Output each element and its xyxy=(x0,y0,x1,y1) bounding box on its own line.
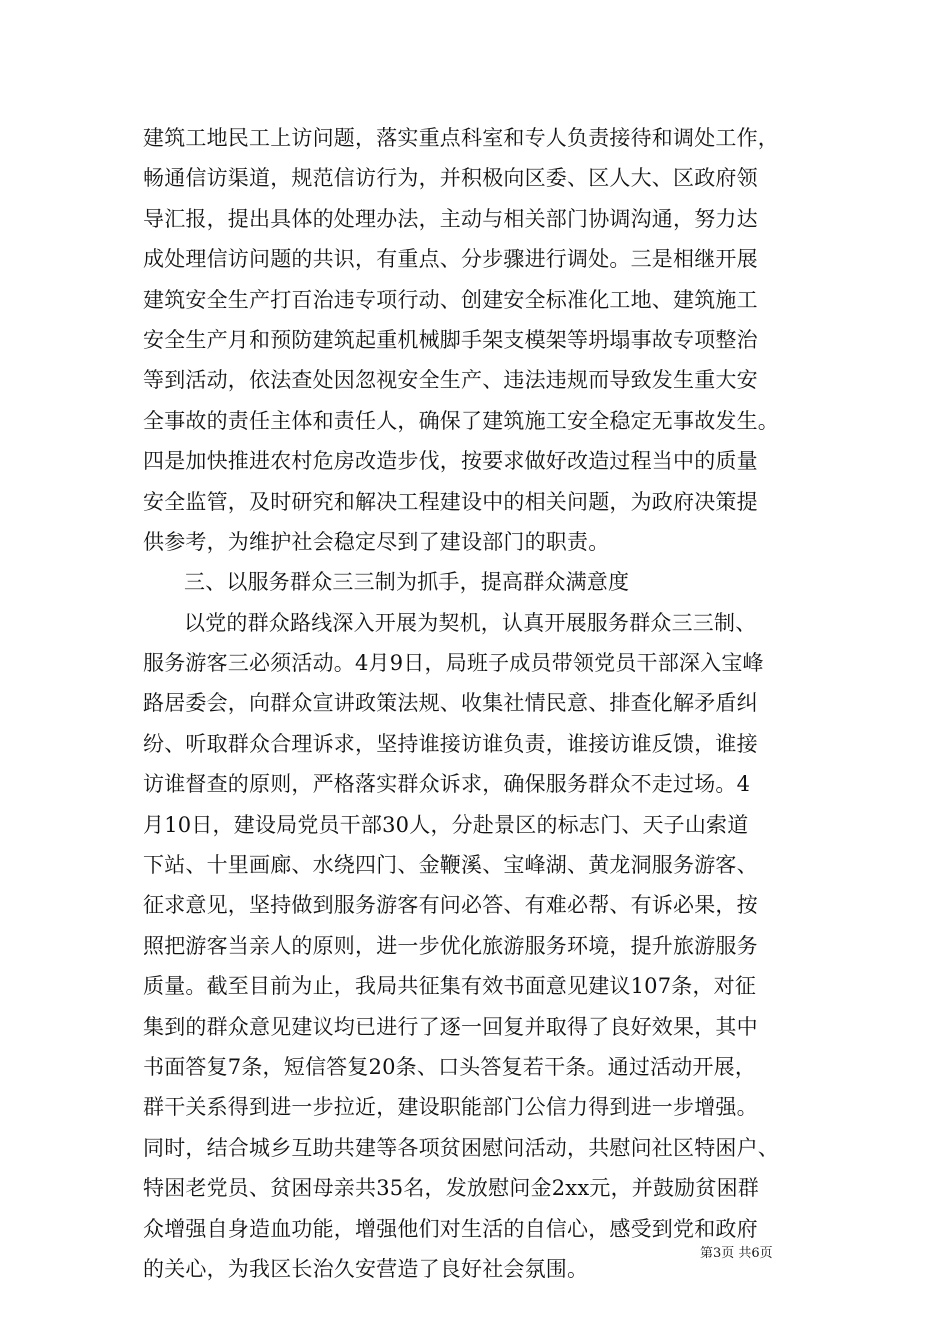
text-line: 月10日，建设局党员干部30人，分赴景区的标志门、天子山索道 xyxy=(143,812,749,837)
text-line: 全事故的责任主体和责任人，确保了建筑施工安全稳定无事故发生。 xyxy=(143,408,779,433)
text-line: 三、以服务群众三三制为抓手，提高群众满意度 xyxy=(184,570,630,595)
text-line: 的关心，为我区长治久安营造了良好社会氛围。 xyxy=(143,1256,589,1281)
text-line: 导汇报，提出具体的处理办法，主动与相关部门协调沟通，努力达 xyxy=(143,206,758,231)
text-line: 书面答复7条，短信答复20条、口头答复若干条。通过活动开展， xyxy=(143,1054,757,1079)
text-line: 安全生产月和预防建筑起重机械脚手架支模架等坍塌事故专项整治 xyxy=(143,327,758,352)
page-number-footer: 第3页 共6页 xyxy=(700,1246,773,1261)
text-line: 服务游客三必须活动。4月9日，局班子成员带领党员干部深入宝峰 xyxy=(143,651,764,676)
text-line: 安全监管，及时研究和解决工程建设中的相关问题，为政府决策提 xyxy=(143,489,758,514)
text-line: 下站、十里画廊、水绕四门、金鞭溪、宝峰湖、黄龙洞服务游客、 xyxy=(143,853,758,878)
text-line: 纷、听取群众合理诉求，坚持谁接访谁负责，谁接访谁反馈，谁接 xyxy=(143,731,758,756)
text-line: 集到的群众意见建议均已进行了逐一回复并取得了良好效果，其中 xyxy=(143,1014,758,1039)
text-line: 路居委会，向群众宣讲政策法规、收集社情民意、排查化解矛盾纠 xyxy=(143,691,758,716)
text-line: 建筑安全生产打百治违专项行动、创建安全标准化工地、建筑施工 xyxy=(143,287,758,312)
text-line: 群干关系得到进一步拉近，建设职能部门公信力得到进一步增强。 xyxy=(143,1095,758,1120)
text-line: 访谁督查的原则，严格落实群众诉求，确保服务群众不走过场。4 xyxy=(143,772,751,797)
text-line: 供参考，为维护社会稳定尽到了建设部门的职责。 xyxy=(143,529,610,554)
text-line: 众增强自身造血功能，增强他们对生活的自信心，感受到党和政府 xyxy=(143,1216,758,1241)
text-line: 特困老党员、贫困母亲共35名，发放慰问金2xx元，并鼓励贫困群 xyxy=(143,1176,759,1201)
text-line: 成处理信访问题的共识，有重点、分步骤进行调处。三是相继开展 xyxy=(143,247,758,272)
text-line: 质量。截至目前为止，我局共征集有效书面意见建议107条，对征 xyxy=(143,974,757,999)
document-body xyxy=(143,118,823,1289)
text-line: 等到活动，依法查处因忽视安全生产、违法违规而导致发生重大安 xyxy=(143,368,758,393)
text-line: 以党的群众路线深入开展为契机，认真开展服务群众三三制、 xyxy=(184,610,757,635)
text-line: 同时，结合城乡互助共建等各项贫困慰问活动，共慰问社区特困户、 xyxy=(143,1135,779,1160)
text-line: 建筑工地民工上访问题，落实重点科室和专人负责接待和调处工作， xyxy=(143,126,779,150)
text-line: 照把游客当亲人的原则，进一步优化旅游服务环境，提升旅游服务 xyxy=(143,933,758,958)
text-line: 畅通信访渠道，规范信访行为，并积极向区委、区人大、区政府领 xyxy=(143,166,758,191)
text-line: 征求意见，坚持做到服务游客有问必答、有难必帮、有诉必果，按 xyxy=(143,893,758,918)
text-line: 四是加快推进农村危房改造步伐，按要求做好改造过程当中的质量 xyxy=(143,449,758,474)
